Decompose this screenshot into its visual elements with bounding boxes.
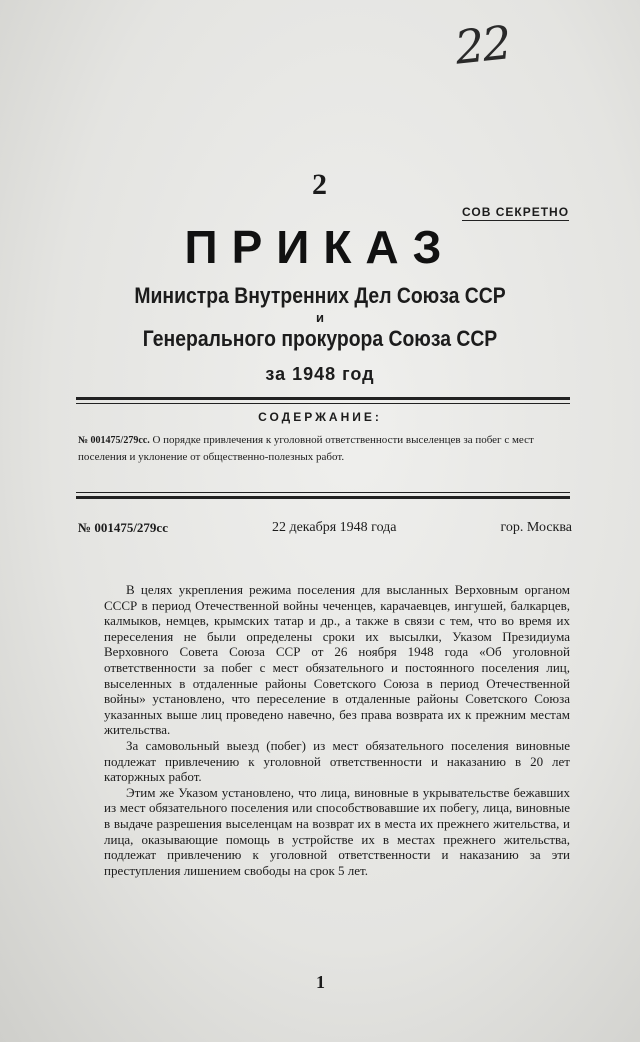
order-place: гор. Москва [500,520,572,535]
issuer-line-1: Министра Внутренних Дел Союза ССР [134,283,506,308]
order-number: № 001475/279сс [78,520,168,535]
contents-entry [78,432,568,465]
divider-thin [76,403,570,404]
issuer-line-2: Генерального прокурора Союза ССР [142,326,498,351]
divider-thick [76,397,570,400]
issuer-conjunction: и [316,310,324,325]
classification-stamp: СОВ СЕКРЕТНО [462,205,570,219]
divider-thick-2 [76,496,570,499]
paragraph-3: Этим же Указом установлено, что лица, виновные в укрывательстве бежавших из мест обязательного поселения или способствовавшие их побегу, лица, виновные в выдаче разрешения выселенцам на возврат их в места их прежнего жительства, и лица, оказывающие помощь в устройстве их в местах прежнего жительства, подлежат привлечению к уголовной ответственности и наказанию за эти преступления лишением свободы на срок 5 лет. [104,784,570,878]
paragraph-1: В целях укрепления режима поселения для высланных Верховным органом СССР в период Отечественной войны чеченцев, карачаевцев, ингушей, балкарцев, калмыков, немцев, крымских татар и др., а также в связи с тем, что во время их переселения не были определены сроки их высылки, Указом Президиума Верховного Совета Союза ССР от 26 ноября 1948 года «Об уголовной ответственности за побег с мест обязательного и постоянного поселения лиц, выселенных в отдаленные районы Советского Союза в период Отечественной войны» установлено, что переселение в отдаленные районы Советского Союза указанных выше лиц проведено навечно, без права возврата их к прежним местам жительства. [104,582,570,738]
divider-thin-2 [76,492,570,493]
year-line: за 1948 год [265,364,375,384]
order-header [78,520,572,536]
contents-description: О порядке привлечения к уголовной ответственности выселенцев за побег с мест поселения и уклонение от общественно-полезных работ. [78,434,534,463]
order-date: 22 декабря 1948 года [271,520,397,535]
paragraph-2: За самовольный выезд (побег) из мест обязательного поселения виновные подлежат привлечению к уголовной ответственности и наказанию в 20 лет каторжных работ. [104,737,570,785]
contents-heading: СОДЕРЖАНИЕ: [258,410,382,424]
copy-number: 2 [312,168,327,201]
body-text [104,582,570,878]
handwritten-number: 22 [452,15,513,75]
contents-number: № 001475/279сс. [78,435,150,446]
document-title: ПРИКАЗ [184,221,456,273]
page-number: 1 [316,972,325,992]
